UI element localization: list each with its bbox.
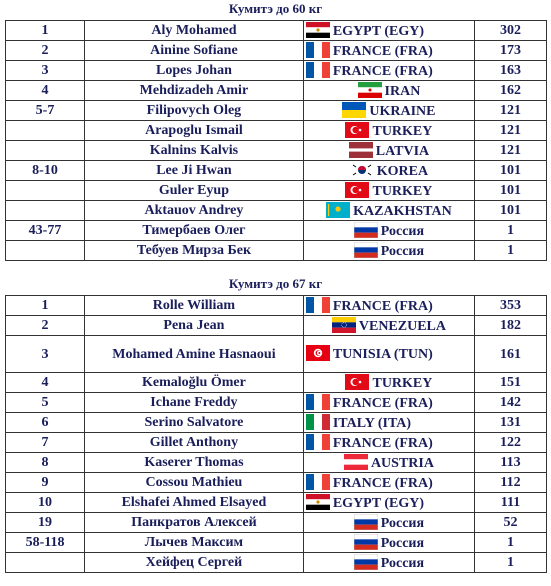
egypt-flag-icon <box>306 22 330 38</box>
athlete-name-cell: Mohamed Amine Hasnaoui <box>85 336 304 373</box>
country-name: Россия <box>380 515 425 531</box>
table-row <box>6 336 547 373</box>
country-name: IRAN <box>384 83 421 99</box>
country-cell <box>303 513 474 533</box>
country-cell <box>303 336 474 373</box>
rank-cell: 1 <box>6 296 85 316</box>
points-cell: 112 <box>475 473 547 493</box>
rank-cell: 19 <box>6 513 85 533</box>
athlete-name-cell: Лычев Максим <box>85 533 304 553</box>
country-cell <box>303 221 474 241</box>
country-name: KOREA <box>376 163 429 179</box>
athlete-name-cell: Kemaloğlu Ömer <box>85 373 304 393</box>
rank-cell <box>6 553 85 573</box>
results-table <box>5 20 547 261</box>
table-row <box>6 101 547 121</box>
athlete-name-cell: Kaserer Thomas <box>85 453 304 473</box>
russia-flag-icon <box>354 514 378 530</box>
latvia-flag-icon <box>349 142 373 158</box>
russia-flag-icon <box>354 534 378 550</box>
country-name: TURKEY <box>372 123 433 139</box>
table-row <box>6 393 547 413</box>
athlete-name-cell: Панкратов Алексей <box>85 513 304 533</box>
country-name: TURKEY <box>372 375 433 391</box>
france-flag-icon <box>306 297 330 313</box>
country-name: TUNISIA (TUN) <box>332 347 433 362</box>
points-cell: 173 <box>475 41 547 61</box>
france-flag-icon <box>306 394 330 410</box>
table-row <box>6 61 547 81</box>
results-table <box>5 295 547 573</box>
country-cell <box>303 101 474 121</box>
table-row <box>6 241 547 261</box>
points-cell: 353 <box>475 296 547 316</box>
table-row <box>6 493 547 513</box>
austria-flag-icon <box>344 454 368 470</box>
rank-cell: 2 <box>6 41 85 61</box>
points-cell: 121 <box>475 101 547 121</box>
points-cell: 131 <box>475 413 547 433</box>
rank-cell: 8 <box>6 453 85 473</box>
rank-cell <box>6 141 85 161</box>
points-cell: 162 <box>475 81 547 101</box>
section-title: Кумитэ до 67 кг <box>228 276 323 291</box>
russia-flag-icon <box>354 242 378 258</box>
rank-cell: 5-7 <box>6 101 85 121</box>
athlete-name-cell: Тимербаев Олег <box>85 221 304 241</box>
egypt-flag-icon <box>306 494 330 510</box>
table-row <box>6 141 547 161</box>
athlete-name-cell: Хейфец Сергей <box>85 553 304 573</box>
table-row <box>6 473 547 493</box>
country-cell <box>303 181 474 201</box>
country-name: FRANCE (FRA) <box>332 43 433 59</box>
country-name: FRANCE (FRA) <box>332 63 433 79</box>
country-cell <box>303 553 474 573</box>
section-60kg <box>0 0 551 261</box>
athlete-name-cell: Ainine Sofiane <box>85 41 304 61</box>
france-flag-icon <box>306 434 330 450</box>
country-cell <box>303 473 474 493</box>
athlete-name-cell: Ichane Freddy <box>85 393 304 413</box>
athlete-name-cell: Тебуев Мирза Бек <box>85 241 304 261</box>
country-name: FRANCE (FRA) <box>332 475 433 491</box>
rank-cell: 6 <box>6 413 85 433</box>
points-cell: 101 <box>475 181 547 201</box>
russia-flag-icon <box>354 554 378 570</box>
points-cell: 121 <box>475 121 547 141</box>
country-name: Россия <box>380 555 425 571</box>
country-cell <box>303 433 474 453</box>
country-cell <box>303 296 474 316</box>
athlete-name-cell: Cossou Mathieu <box>85 473 304 493</box>
athlete-name-cell: Gillet Anthony <box>85 433 304 453</box>
table-row <box>6 453 547 473</box>
rank-cell: 3 <box>6 336 85 373</box>
country-cell <box>303 493 474 513</box>
rank-cell: 2 <box>6 316 85 336</box>
france-flag-icon <box>306 62 330 78</box>
table-row <box>6 553 547 573</box>
table-row <box>6 316 547 336</box>
rank-cell: 1 <box>6 21 85 41</box>
country-cell <box>303 316 474 336</box>
country-name: FRANCE (FRA) <box>332 395 433 411</box>
table-row <box>6 433 547 453</box>
rank-cell: 4 <box>6 373 85 393</box>
athlete-name-cell: Filipovych Oleg <box>85 101 304 121</box>
table-row <box>6 533 547 553</box>
country-name: EGYPT (EGY) <box>332 23 424 39</box>
athlete-name-cell: Mehdizadeh Amir <box>85 81 304 101</box>
rank-cell: 10 <box>6 493 85 513</box>
rank-cell <box>6 201 85 221</box>
table-row <box>6 181 547 201</box>
rank-cell: 8-10 <box>6 161 85 181</box>
france-flag-icon <box>306 42 330 58</box>
athlete-name-cell: Lopes Johan <box>85 61 304 81</box>
points-cell: 142 <box>475 393 547 413</box>
points-cell: 151 <box>475 373 547 393</box>
rank-cell <box>6 241 85 261</box>
table-row <box>6 41 547 61</box>
points-cell: 121 <box>475 141 547 161</box>
table-row <box>6 121 547 141</box>
country-cell <box>303 241 474 261</box>
points-cell: 1 <box>475 241 547 261</box>
table-row <box>6 413 547 433</box>
athlete-name-cell: Pena Jean <box>85 316 304 336</box>
country-name: EGYPT (EGY) <box>332 495 424 511</box>
table-row <box>6 296 547 316</box>
table-row <box>6 161 547 181</box>
athlete-name-cell: Serino Salvatore <box>85 413 304 433</box>
country-cell <box>303 81 474 101</box>
points-cell: 1 <box>475 221 547 241</box>
country-name: Россия <box>380 243 425 259</box>
country-name: Россия <box>380 535 425 551</box>
country-name: KAZAKHSTAN <box>353 203 452 219</box>
country-cell <box>303 413 474 433</box>
country-name: LATVIA <box>375 143 430 159</box>
france-flag-icon <box>306 474 330 490</box>
rank-cell <box>6 181 85 201</box>
athlete-name-cell: Guler Eyup <box>85 181 304 201</box>
athlete-name-cell: Arapoglu Ismail <box>85 121 304 141</box>
rank-cell <box>6 121 85 141</box>
rank-cell: 4 <box>6 81 85 101</box>
points-cell: 111 <box>475 493 547 513</box>
kazakhstan-flag-icon <box>326 202 350 218</box>
country-name: VENEZUELA <box>358 318 447 334</box>
points-cell: 302 <box>475 21 547 41</box>
table-row <box>6 373 547 393</box>
korea-flag-icon <box>350 162 374 178</box>
rank-cell: 9 <box>6 473 85 493</box>
ukraine-flag-icon <box>342 102 366 118</box>
country-cell <box>303 533 474 553</box>
country-name: TURKEY <box>372 183 433 199</box>
table-row <box>6 21 547 41</box>
country-cell <box>303 161 474 181</box>
turkey-flag-icon <box>345 122 369 138</box>
athlete-name-cell: Aly Mohamed <box>85 21 304 41</box>
rank-cell: 58-118 <box>6 533 85 553</box>
country-name: AUSTRIA <box>370 455 434 471</box>
table-row <box>6 201 547 221</box>
country-name: UKRAINE <box>369 103 436 119</box>
table-row <box>6 513 547 533</box>
rank-cell: 5 <box>6 393 85 413</box>
country-cell <box>303 41 474 61</box>
athlete-name-cell: Kalnins Kalvis <box>85 141 304 161</box>
points-cell: 1 <box>475 533 547 553</box>
country-cell <box>303 453 474 473</box>
country-name: Россия <box>380 223 425 239</box>
athlete-name-cell: Rolle William <box>85 296 304 316</box>
turkey-flag-icon <box>345 182 369 198</box>
iran-flag-icon <box>358 82 382 98</box>
country-cell <box>303 393 474 413</box>
country-name: FRANCE (FRA) <box>332 435 433 451</box>
points-cell: 52 <box>475 513 547 533</box>
points-cell: 163 <box>475 61 547 81</box>
section-title: Кумитэ до 60 кг <box>228 1 323 16</box>
country-name: ITALY (ITA) <box>332 415 412 431</box>
points-cell: 101 <box>475 201 547 221</box>
country-cell <box>303 121 474 141</box>
athlete-name-cell: Lee Ji Hwan <box>85 161 304 181</box>
points-cell: 122 <box>475 433 547 453</box>
russia-flag-icon <box>354 222 378 238</box>
section-67kg <box>0 275 551 573</box>
venezuela-flag-icon <box>332 317 356 333</box>
country-name: FRANCE (FRA) <box>332 298 433 314</box>
country-cell <box>303 61 474 81</box>
rank-cell: 7 <box>6 433 85 453</box>
country-cell <box>303 201 474 221</box>
athlete-name-cell: Aktauov Andrey <box>85 201 304 221</box>
italy-flag-icon <box>306 414 330 430</box>
country-cell <box>303 373 474 393</box>
turkey-flag-icon <box>345 374 369 390</box>
points-cell: 161 <box>475 336 547 373</box>
table-row <box>6 81 547 101</box>
rank-cell: 43-77 <box>6 221 85 241</box>
athlete-name-cell: Elshafei Ahmed Elsayed <box>85 493 304 513</box>
rank-cell: 3 <box>6 61 85 81</box>
points-cell: 101 <box>475 161 547 181</box>
table-row <box>6 221 547 241</box>
points-cell: 113 <box>475 453 547 473</box>
points-cell: 182 <box>475 316 547 336</box>
country-cell <box>303 141 474 161</box>
country-cell <box>303 21 474 41</box>
points-cell: 1 <box>475 553 547 573</box>
tunisia-flag-icon <box>306 345 330 361</box>
